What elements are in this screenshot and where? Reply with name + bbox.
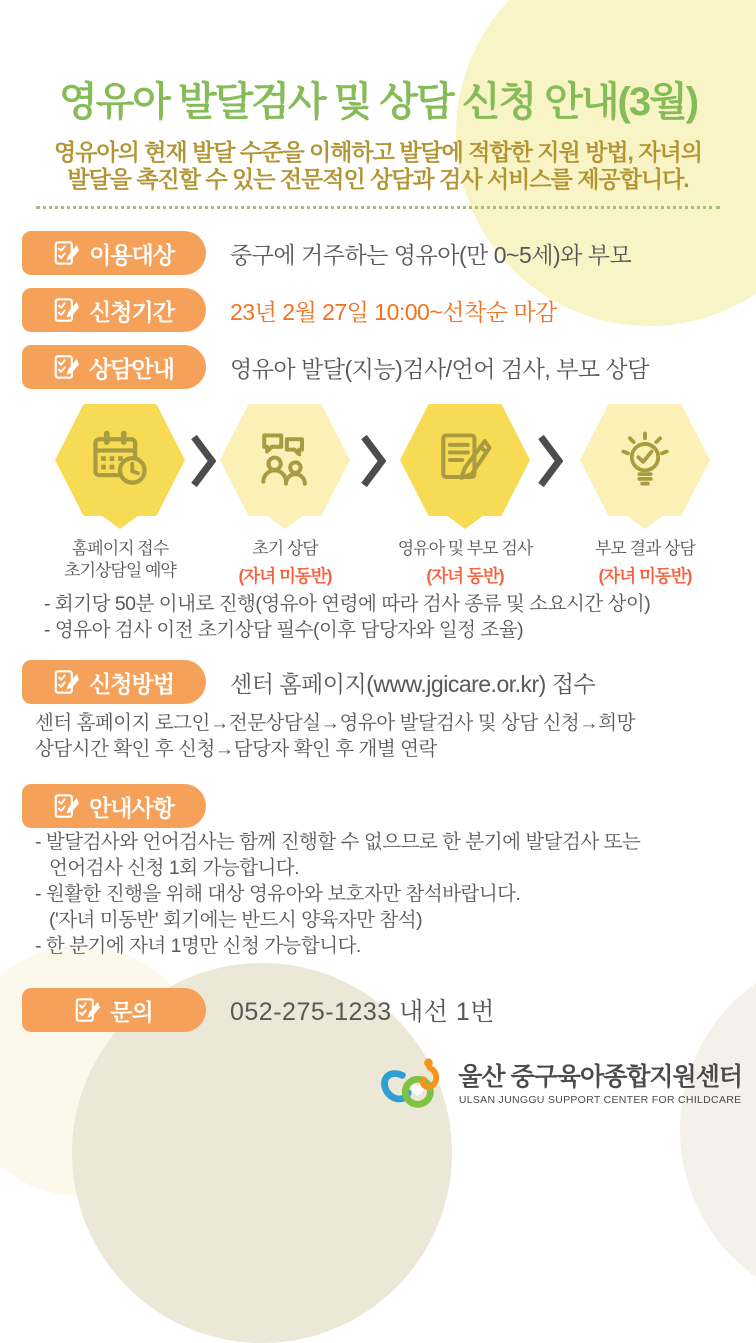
method-detail-line: 센터 홈페이지 로그인→전문상담실→영유아 발달검사 및 상담 신청→희망 <box>35 712 635 734</box>
process-step-4 <box>560 404 730 588</box>
counsel-badge <box>22 345 206 389</box>
center-logo <box>378 1056 742 1114</box>
step-title: 부모 결과 상담 <box>595 539 695 558</box>
notice-badge <box>22 784 206 828</box>
period-value: 23년 2월 27일 10:00~선착순 마감 <box>230 298 557 325</box>
target-badge-label: 이용대상 <box>89 241 174 268</box>
step-note: (자녀 미동반) <box>598 566 692 587</box>
row-contact <box>22 988 495 1032</box>
header <box>0 70 756 193</box>
dotted-divider <box>36 206 720 209</box>
method-badge <box>22 660 206 704</box>
process-notes <box>44 592 650 644</box>
period-badge <box>22 288 206 332</box>
hexagon-pointer <box>446 515 484 529</box>
center-logo-mark <box>378 1056 448 1114</box>
row-notice <box>22 784 206 828</box>
calendar-clock-icon <box>86 426 154 494</box>
period-badge-label: 신청기간 <box>89 298 174 325</box>
chat-people-icon <box>251 426 319 494</box>
notice-item-continued: 언어검사 신청 1회 가능합니다. <box>49 856 300 879</box>
clipboard-pen-icon <box>54 239 79 267</box>
notice-item-continued: ('자녀 미동반' 회기에는 반드시 양육자만 참석) <box>49 908 423 931</box>
subtitle-line2: 발달을 촉진할 수 있는 전문적인 상담과 검사 서비스를 제공합니다. <box>67 166 689 193</box>
process-step-2 <box>200 404 370 588</box>
contact-badge <box>22 988 206 1032</box>
clipboard-pen-icon <box>54 353 79 381</box>
hexagon <box>220 404 350 516</box>
process-note-line: - 영유아 검사 이전 초기상담 필수(이후 담당자와 일정 조율) <box>44 618 524 641</box>
method-value: 센터 홈페이지(www.jgicare.or.kr) 접수 <box>230 670 596 697</box>
row-counsel <box>22 345 649 389</box>
hexagon <box>400 404 530 516</box>
page-title: 영유아 발달검사 및 상담 신청 안내(3월) <box>58 80 698 124</box>
notice-badge-label: 안내사항 <box>89 794 174 821</box>
lightbulb-check-icon <box>611 426 679 494</box>
document-pencil-icon <box>431 426 499 494</box>
step-note: (자녀 미동반) <box>238 566 332 587</box>
subtitle-line1: 영유아의 현재 발달 수준을 이해하고 발달에 적합한 지원 방법, 자녀의 <box>53 139 702 165</box>
notice-item: - 발달검사와 언어검사는 함께 진행할 수 없으므로 한 분기에 발달검사 또는 <box>35 831 641 853</box>
method-badge-label: 신청방법 <box>89 670 174 697</box>
hexagon <box>55 404 185 516</box>
step-title: 초기 상담 <box>252 539 318 558</box>
step-title-line2: 초기상담일 예약 <box>64 561 176 581</box>
process-step-3 <box>380 404 550 588</box>
row-method <box>22 660 595 704</box>
hexagon-pointer <box>101 515 139 529</box>
notice-item: - 원활한 진행을 위해 대상 영유아와 보호자만 참석바랍니다. <box>35 882 521 905</box>
method-detail-line: 상담시간 확인 후 신청→담당자 확인 후 개별 연락 <box>35 737 437 760</box>
step-note: (자녀 동반) <box>426 566 504 587</box>
row-period <box>22 288 557 332</box>
row-target <box>22 231 631 275</box>
contact-badge-label: 문의 <box>110 998 153 1025</box>
clipboard-pen-icon <box>54 668 79 696</box>
hexagon-pointer <box>266 515 304 529</box>
clipboard-pen-icon <box>75 996 100 1024</box>
clipboard-pen-icon <box>54 792 79 820</box>
counsel-badge-label: 상담안내 <box>89 355 174 382</box>
step-title: 홈페이지 접수 <box>71 539 169 558</box>
clipboard-pen-icon <box>54 296 79 324</box>
step-title: 영유아 및 부모 검사 <box>397 539 533 558</box>
hexagon-pointer <box>626 515 664 529</box>
center-name-korean: 울산 중구육아종합지원센터 <box>458 1063 742 1092</box>
notice-item: - 한 분기에 자녀 1명만 신청 가능합니다. <box>35 934 361 957</box>
target-badge <box>22 231 206 275</box>
notice-list <box>35 830 640 960</box>
hexagon <box>580 404 710 516</box>
process-step-1 <box>35 404 205 583</box>
method-detail <box>35 711 635 763</box>
counsel-value: 영유아 발달(지능)검사/언어 검사, 부모 상담 <box>230 355 649 382</box>
page-subtitle <box>0 139 756 193</box>
center-name-english: ULSAN JUNGGU SUPPORT CENTER FOR CHILDCARE <box>458 1093 742 1106</box>
target-value: 중구에 거주하는 영유아(만 0~5세)와 부모 <box>230 241 632 268</box>
process-note-line: - 회기당 50분 이내로 진행(영유아 연령에 따라 검사 종류 및 소요시간 상이) <box>44 593 651 615</box>
contact-value: 052-275-1233 내선 1번 <box>230 998 495 1026</box>
